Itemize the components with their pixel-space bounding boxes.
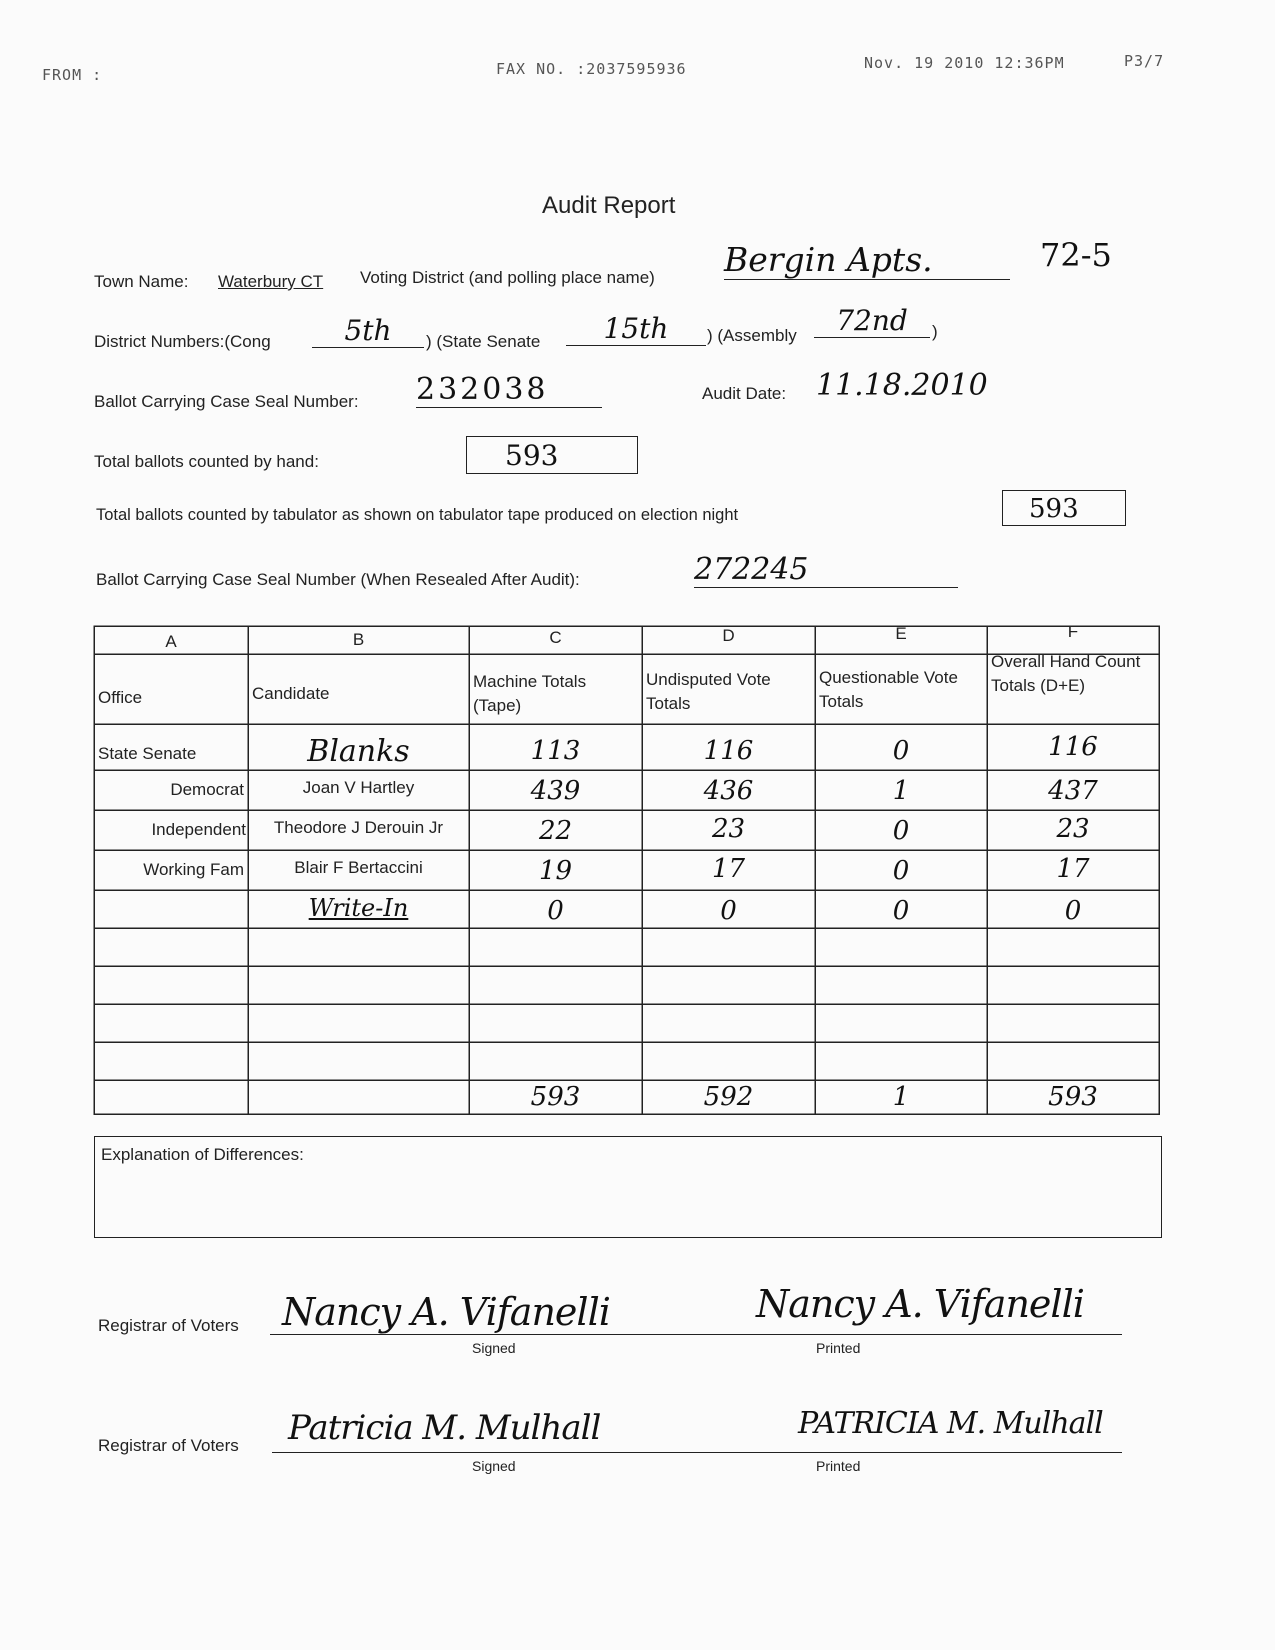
row3-office: Independent (151, 820, 246, 839)
district-label: Voting District (and polling place name) (360, 268, 655, 287)
row3-undisputed: 23 (711, 814, 746, 844)
registrar2-line (272, 1452, 1122, 1453)
assembly-close: ) (932, 322, 938, 341)
senate-label: ) (State Senate (426, 332, 541, 351)
registrar1-signed-caption: Signed (472, 1340, 516, 1356)
row2-questionable: 1 (892, 776, 910, 806)
row4-machine: 19 (538, 856, 573, 886)
registrar1-printed-name: Nancy A. Vifanelli (756, 1282, 1084, 1326)
audit-date-label: Audit Date: (702, 384, 787, 403)
explanation-box (94, 1136, 1162, 1238)
total-questionable: 1 (892, 1082, 910, 1112)
row3-machine: 22 (538, 816, 573, 846)
cong-value: 5th (312, 314, 424, 348)
registrar2-printed-caption: Printed (816, 1458, 861, 1474)
tabulator-label: Total ballots counted by tabulator as shown on tabulator tape produced on election night (96, 506, 739, 524)
row1-candidate: Blanks (307, 734, 410, 769)
col-letter-d: D (722, 626, 735, 645)
col-letter-f: F (1067, 622, 1079, 641)
row4-overall: 17 (1056, 854, 1090, 884)
registrar1-label: Registrar of Voters (98, 1316, 239, 1335)
header-overall: Overall Hand Count Totals (D+E) (991, 652, 1141, 695)
district-code: 72-5 (1040, 236, 1112, 274)
cong-label: District Numbers:(Cong (94, 332, 271, 351)
fax-from: FROM : (42, 66, 103, 84)
row1-questionable: 0 (892, 736, 910, 766)
reseal-value: 272245 (694, 552, 958, 588)
total-machine: 593 (530, 1082, 581, 1112)
registrar2-signature: Patricia M. Mulhall (288, 1408, 601, 1448)
registrar2-label: Registrar of Voters (98, 1436, 239, 1455)
page-title: Audit Report (542, 192, 676, 219)
explanation-label: Explanation of Differences: (101, 1145, 304, 1164)
row5-candidate: Write-In (308, 894, 409, 922)
header-candidate: Candidate (252, 684, 330, 703)
total-overall: 593 (1048, 1082, 1098, 1112)
registrar1-printed-caption: Printed (816, 1340, 861, 1356)
col-letter-e: E (895, 624, 907, 643)
hand-count-box: 593 (466, 436, 638, 474)
assembly-value: 72nd (814, 304, 930, 338)
audit-date-value: 11.18.2010 (816, 368, 988, 403)
row1-office: State Senate (98, 744, 197, 763)
row4-candidate: Blair F Bertaccini (294, 858, 423, 877)
assembly-label: ) (Assembly (707, 326, 797, 345)
row3-questionable: 0 (892, 816, 910, 846)
header-questionable: Questionable Vote Totals (819, 668, 958, 711)
total-undisputed: 592 (703, 1082, 754, 1112)
row1-overall: 116 (1048, 732, 1098, 762)
tabulator-box: 593 (1002, 490, 1126, 526)
row1-undisputed: 116 (703, 736, 754, 766)
header-undisputed: Undisputed Vote Totals (646, 670, 771, 713)
row2-machine: 439 (530, 776, 581, 806)
fax-timestamp: Nov. 19 2010 12:36PM (864, 54, 1065, 72)
col-letter-b: B (352, 630, 365, 649)
fax-page: P3/7 (1124, 52, 1165, 70)
row2-overall: 437 (1048, 776, 1098, 806)
seal-label: Ballot Carrying Case Seal Number: (94, 392, 359, 411)
registrar1-signature: Nancy A. Vifanelli (282, 1290, 610, 1334)
row4-questionable: 0 (892, 856, 910, 886)
row5-overall: 0 (1064, 896, 1082, 926)
fax-number: FAX NO. :2037595936 (496, 60, 687, 78)
header-office: Office (98, 688, 143, 707)
hand-count-label: Total ballots counted by hand: (94, 452, 319, 471)
row2-undisputed: 436 (703, 776, 754, 806)
row5-machine: 0 (547, 896, 564, 926)
row1-machine: 113 (530, 736, 581, 766)
district-name: Bergin Apts. (724, 240, 1010, 280)
row2-candidate: Joan V Hartley (302, 778, 415, 797)
town-value: Waterbury CT (218, 272, 324, 291)
col-letter-a: A (165, 632, 177, 651)
registrar2-signed-caption: Signed (472, 1458, 516, 1474)
senate-value: 15th (566, 312, 706, 346)
row4-undisputed: 17 (711, 854, 746, 884)
row5-questionable: 0 (892, 896, 910, 926)
row5-undisputed: 0 (720, 896, 737, 926)
row4-office: Working Fam (143, 860, 244, 879)
registrar1-line (270, 1334, 1122, 1335)
row2-office: Democrat (170, 780, 244, 799)
registrar2-printed-name: PATRICIA M. Mulhall (798, 1406, 1103, 1441)
reseal-label: Ballot Carrying Case Seal Number (When Resealed After Audit): (96, 570, 580, 589)
seal-value: 232038 (416, 372, 602, 408)
col-letter-c: C (549, 628, 562, 647)
row3-candidate: Theodore J Derouin Jr (273, 818, 444, 837)
row3-overall: 23 (1056, 814, 1090, 844)
header-machine-totals: Machine Totals (Tape) (473, 672, 587, 715)
town-label: Town Name: (94, 272, 189, 291)
